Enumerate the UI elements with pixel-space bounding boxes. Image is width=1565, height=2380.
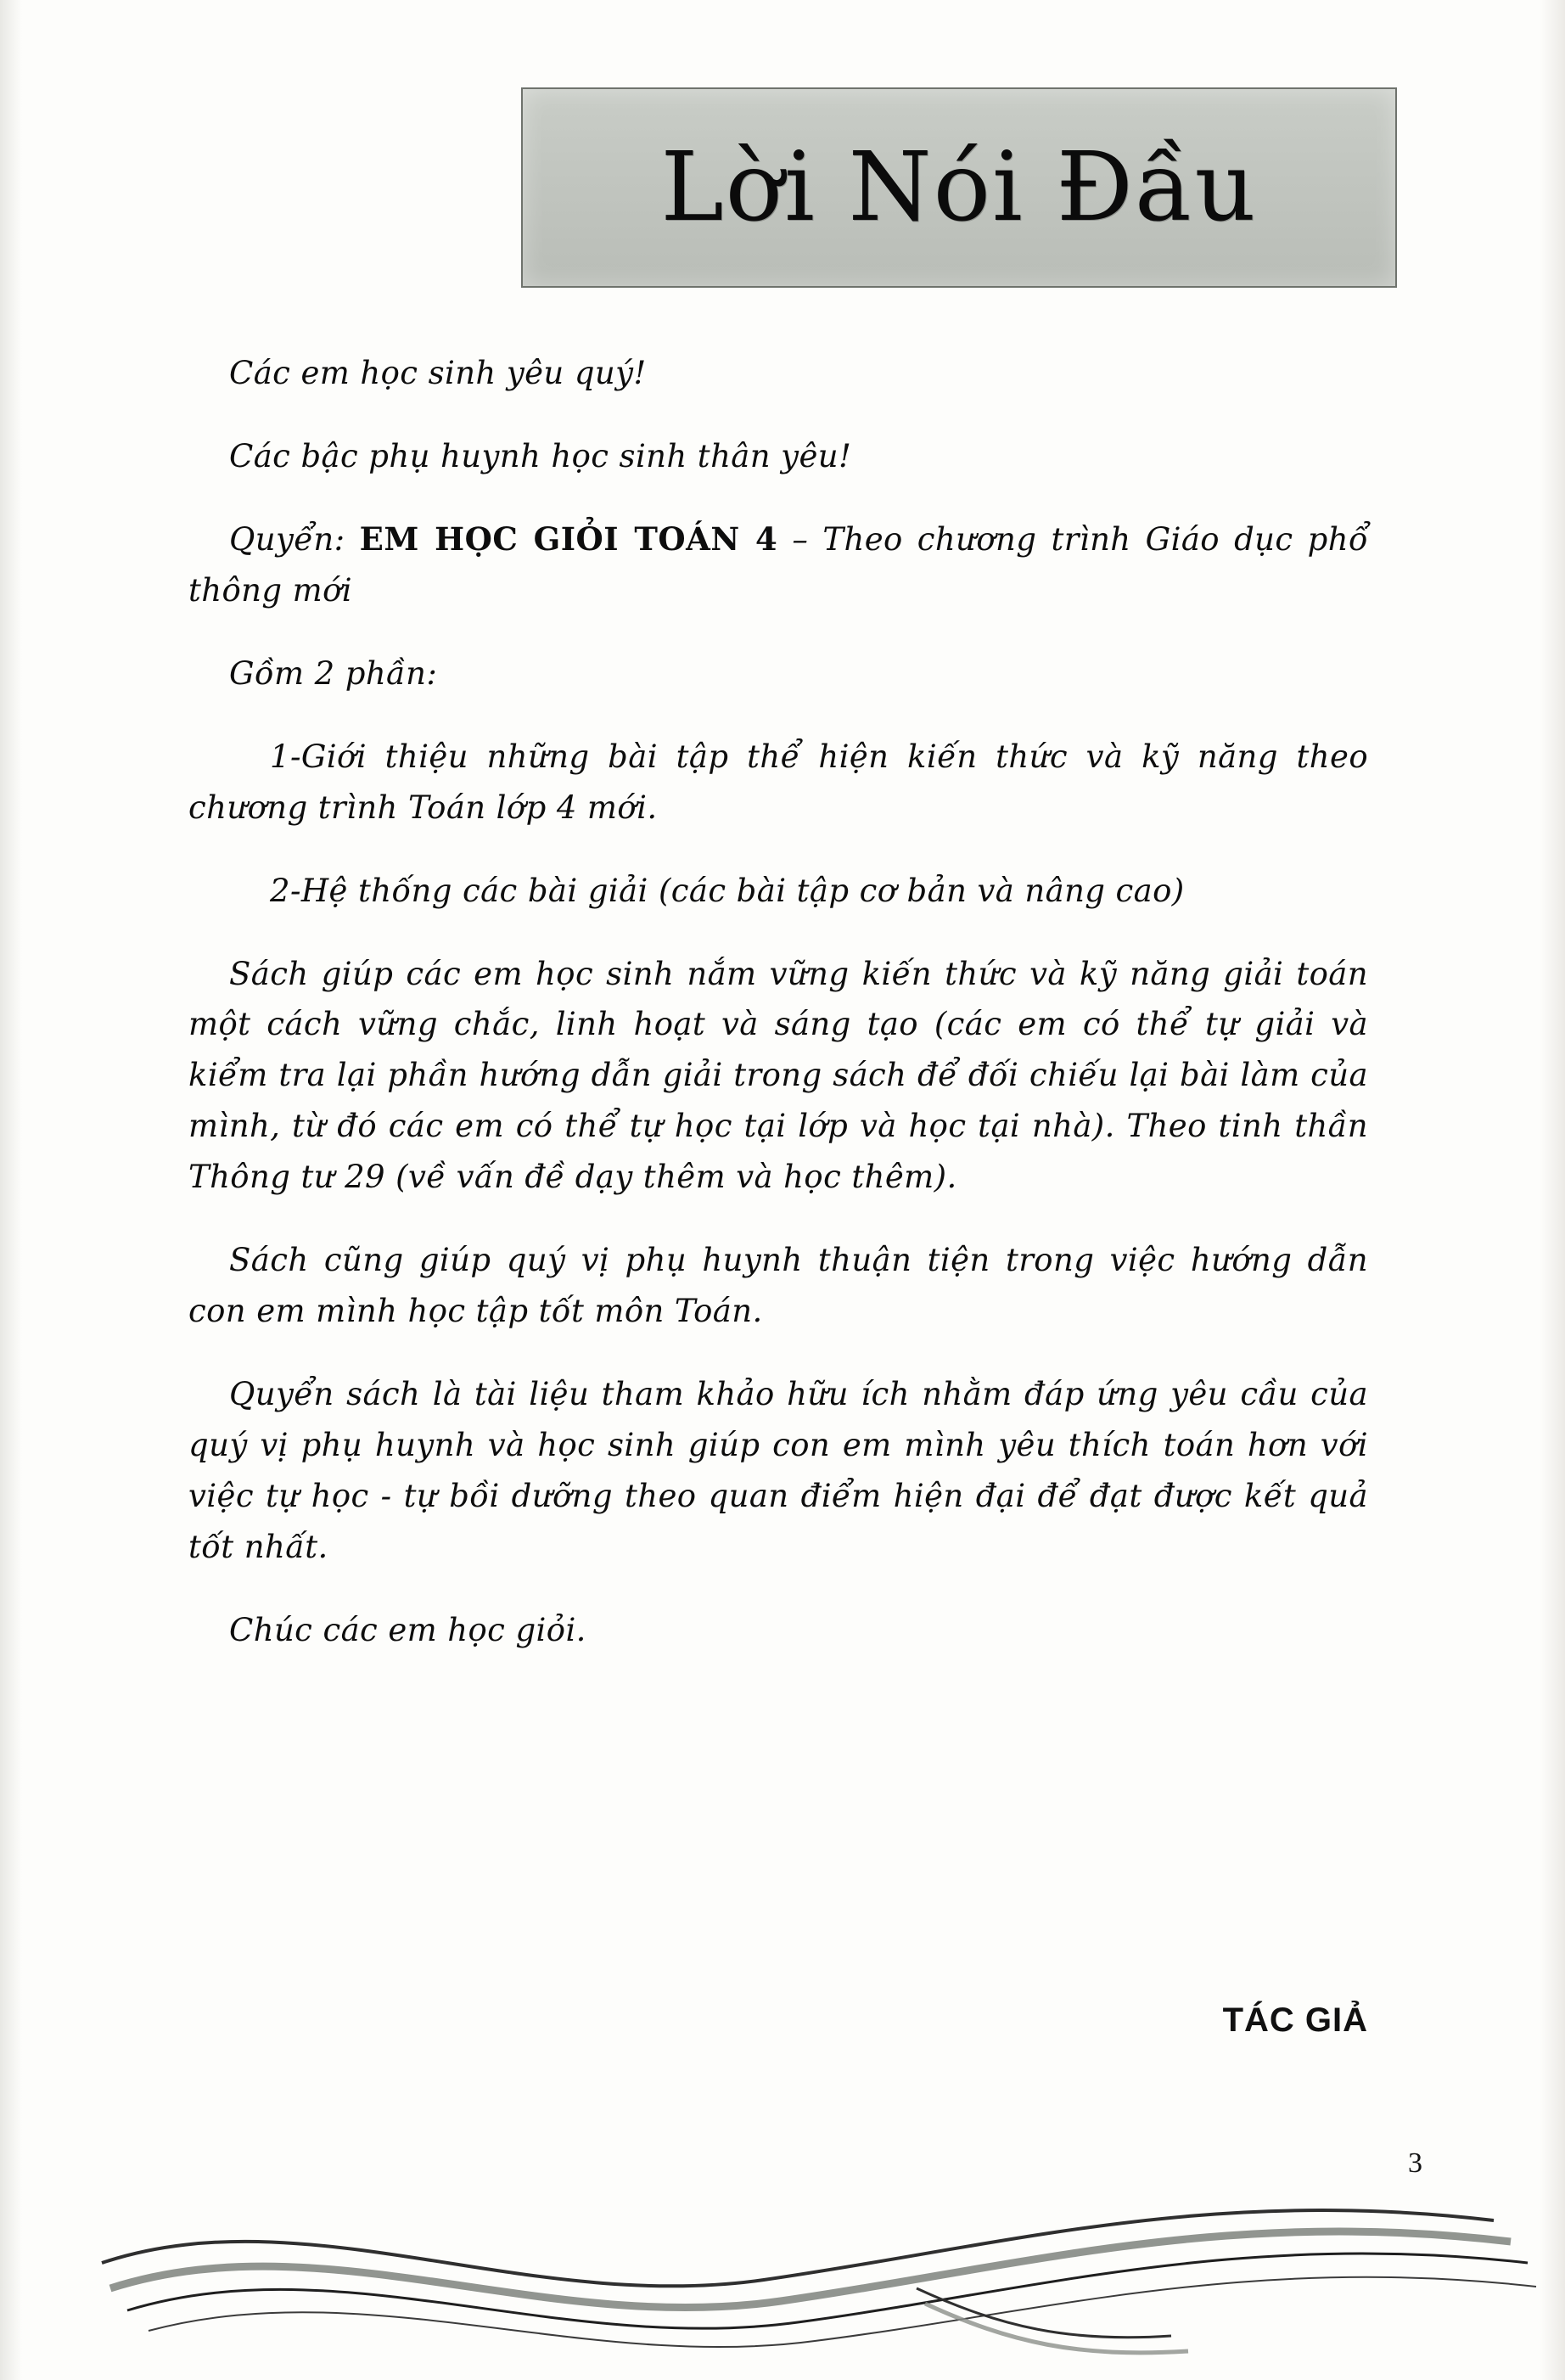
book-title-suffix: – Theo chương trình Giáo dục phổ thông mới	[188, 520, 1368, 609]
paragraph-book-title	[188, 514, 1368, 616]
part-1-label: 1-	[270, 738, 301, 775]
author-signature: TÁC GIẢ	[1222, 2001, 1368, 2039]
page-number: 3	[1408, 2147, 1422, 2179]
paragraph-body-1: Sách giúp các em học sinh nắm vững kiến thức và kỹ năng giải toán một cách vững chắc, linh hoạt và sáng tạo (các em có thể tự giải và kiểm tra lại phần hướng dẫn giải trong sách để đối chiếu lại bài làm của mình, từ đó các em có thể tự học tại lớp và học tại nhà). Theo tinh thần Thông tư 29 (về vấn đề dạy thêm và học thêm).	[188, 955, 1368, 1196]
part-2-label: 2-	[270, 872, 301, 909]
paragraph-closing: Chúc các em học giỏi.	[229, 1611, 586, 1648]
title-banner	[521, 87, 1397, 288]
paragraph-parts-intro: Gồm 2 phần:	[229, 654, 438, 692]
part-1-text: Giới thiệu những bài tập thể hiện kiến thức và kỹ năng theo chương trình Toán lớp 4 mới.	[188, 738, 1368, 826]
paragraph-body-2: Sách cũng giúp quý vị phụ huynh thuận tiện trong việc hướng dẫn con em mình học tập tốt môn Toán.	[188, 1242, 1368, 1330]
document-body	[188, 348, 1368, 1685]
book-title-prefix: Quyển:	[229, 520, 360, 558]
paragraph-greeting-parents: Các bậc phụ huynh học sinh thân yêu!	[229, 437, 852, 474]
paragraph-part-2	[188, 866, 1368, 917]
decorative-swoosh	[0, 2161, 1565, 2356]
part-2-text: Hệ thống các bài giải (các bài tập cơ bản và nâng cao)	[300, 872, 1185, 909]
book-title-emphasis: EM HỌC GIỎI TOÁN 4	[359, 519, 778, 558]
paragraph-body-3: Quyển sách là tài liệu tham khảo hữu ích nhằm đáp ứng yêu cầu của quý vị phụ huynh và học sinh giúp con em mình yêu thích toán hơn với việc tự học - tự bồi dưỡng theo quan điểm hiện đại để đạt được kết quả tốt nhất.	[188, 1376, 1368, 1565]
page-title: Lời Nói Đầu	[660, 132, 1258, 243]
paragraph-part-1	[188, 732, 1368, 834]
paragraph-greeting-students: Các em học sinh yêu quý!	[229, 355, 647, 391]
